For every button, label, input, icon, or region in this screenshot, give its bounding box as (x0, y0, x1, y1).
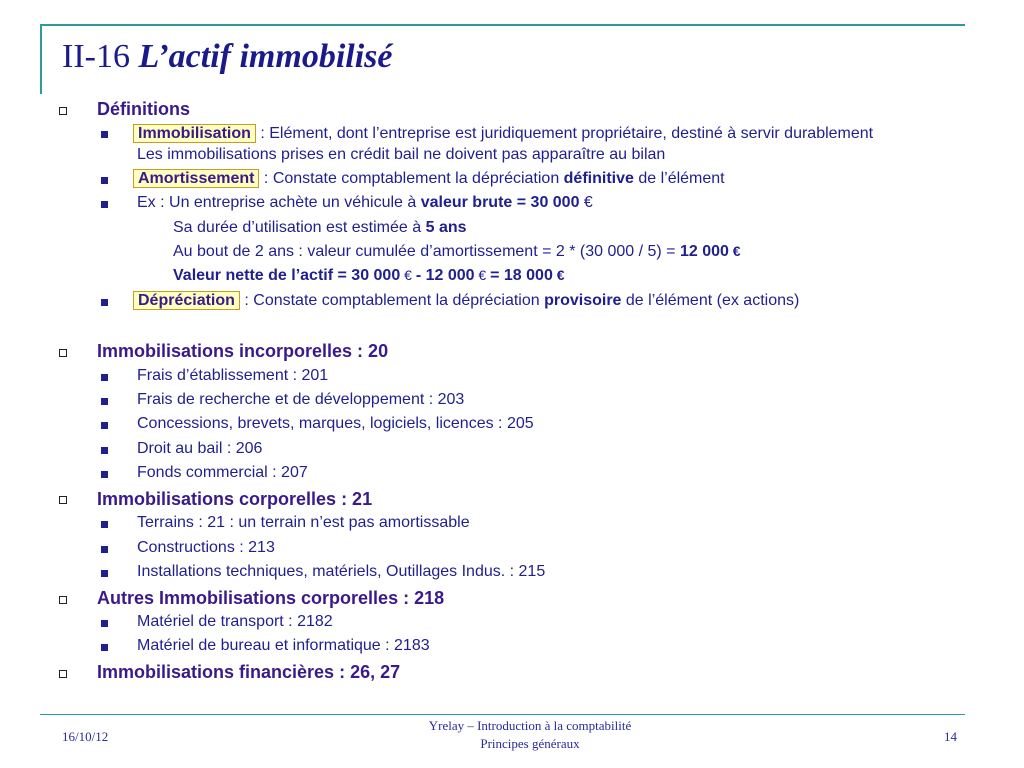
item-bullet-icon (101, 521, 108, 528)
section-heading-financieres: Immobilisations financières : 26, 27 (97, 662, 401, 682)
emphasis: définitive (563, 170, 634, 187)
currency: € (579, 194, 593, 211)
section-heading-definitions: Définitions (97, 99, 190, 119)
list-item: Fonds commercial : 207 (137, 464, 308, 481)
emphasis: 5 ans (425, 219, 467, 236)
section-heading-autres: Autres Immobilisations corporelles : 218 (97, 588, 445, 608)
list-item: Terrains : 21 : un terrain n’est pas amortissable (137, 514, 470, 531)
footer-date: 16/10/12 (62, 729, 109, 744)
item-bullet-icon (101, 422, 108, 429)
list-item: Frais d’établissement : 201 (137, 367, 329, 384)
example-line-2 (173, 219, 467, 237)
example-text: Au bout de 2 ans : valeur cumulée d’amortissement = 2 * (30 000 / 5) = (173, 243, 680, 260)
list-item: Constructions : 213 (137, 539, 275, 556)
section-heading-incorporelles: Immobilisations incorporelles : 20 (97, 341, 389, 361)
list-item: Frais de recherche et de développement : 203 (137, 391, 465, 408)
item-bullet-icon (101, 620, 108, 627)
section-heading-corporelles: Immobilisations corporelles : 21 (97, 489, 373, 509)
currency: € (552, 267, 565, 283)
footer-course-subtitle: Principes généraux (480, 736, 580, 751)
title-text: L’actif immobilisé (138, 38, 393, 75)
emphasis: 12 000 (679, 243, 729, 260)
example-text: Sa durée d’utilisation est estimée à (173, 219, 426, 236)
item-bullet-icon (101, 201, 108, 208)
definition-depreciation (137, 292, 799, 310)
item-bullet-icon (101, 131, 108, 138)
list-item: Matériel de transport : 2182 (137, 613, 333, 630)
item-bullet-icon (101, 374, 108, 381)
example-line-3 (173, 243, 741, 261)
term-depreciation: Dépréciation (133, 291, 240, 310)
item-bullet-icon (101, 644, 108, 651)
currency: € (728, 243, 741, 259)
example-text: Valeur nette de l’actif = 30 000 (173, 267, 401, 284)
definition-immobilisation (137, 125, 873, 143)
list-item: Matériel de bureau et informatique : 2183 (137, 637, 430, 654)
item-bullet-icon (101, 570, 108, 577)
title-number: II-16 (62, 38, 139, 75)
list-item: Concessions, brevets, marques, logiciels, licences : 205 (137, 415, 534, 432)
section-bullet-icon (59, 349, 67, 357)
section-bullet-icon (59, 670, 67, 678)
item-bullet-icon (101, 398, 108, 405)
example-text: - 12 000 (415, 267, 475, 284)
example-line-1 (137, 194, 593, 212)
definition-amortissement (137, 170, 725, 188)
example-text: Ex : Un entreprise achète un véhicule à (137, 194, 421, 211)
example-text: = 18 000 (490, 267, 553, 284)
section-bullet-icon (59, 107, 67, 115)
definition-text: : Constate comptablement la dépréciation (259, 170, 564, 187)
item-bullet-icon (101, 546, 108, 553)
footer-rule (40, 714, 965, 715)
footer-course-title: Yrelay – Introduction à la comptabilité (428, 718, 632, 733)
definition-text: : Constate comptablement la dépréciation (239, 292, 545, 309)
header-vertical-rule (40, 24, 42, 94)
footer-center (380, 717, 680, 753)
term-immobilisation: Immobilisation (133, 124, 256, 143)
item-bullet-icon (101, 447, 108, 454)
list-item: Installations techniques, matériels, Outillages Indus. : 215 (137, 563, 546, 580)
definition-immobilisation-note: Les immobilisations prises en crédit bail ne doivent pas apparaître au bilan (137, 146, 666, 163)
definition-text: de l’élément (ex actions) (621, 292, 800, 309)
emphasis: provisoire (544, 292, 622, 309)
item-bullet-icon (101, 471, 108, 478)
definition-text: de l’élément (633, 170, 725, 187)
currency: € (474, 267, 491, 283)
emphasis: valeur brute = 30 000 (420, 194, 580, 211)
example-line-4 (173, 267, 565, 285)
section-bullet-icon (59, 496, 67, 504)
term-amortissement: Amortissement (133, 169, 259, 188)
item-bullet-icon (101, 299, 108, 306)
list-item: Droit au bail : 206 (137, 440, 263, 457)
footer-page-number: 14 (944, 729, 957, 744)
section-bullet-icon (59, 596, 67, 604)
item-bullet-icon (101, 177, 108, 184)
slide-title (62, 38, 393, 76)
header-rule (40, 24, 965, 26)
currency: € (400, 267, 416, 283)
definition-text: : Elément, dont l’entreprise est juridiquement propriétaire, destiné à servir durablement (255, 125, 874, 142)
